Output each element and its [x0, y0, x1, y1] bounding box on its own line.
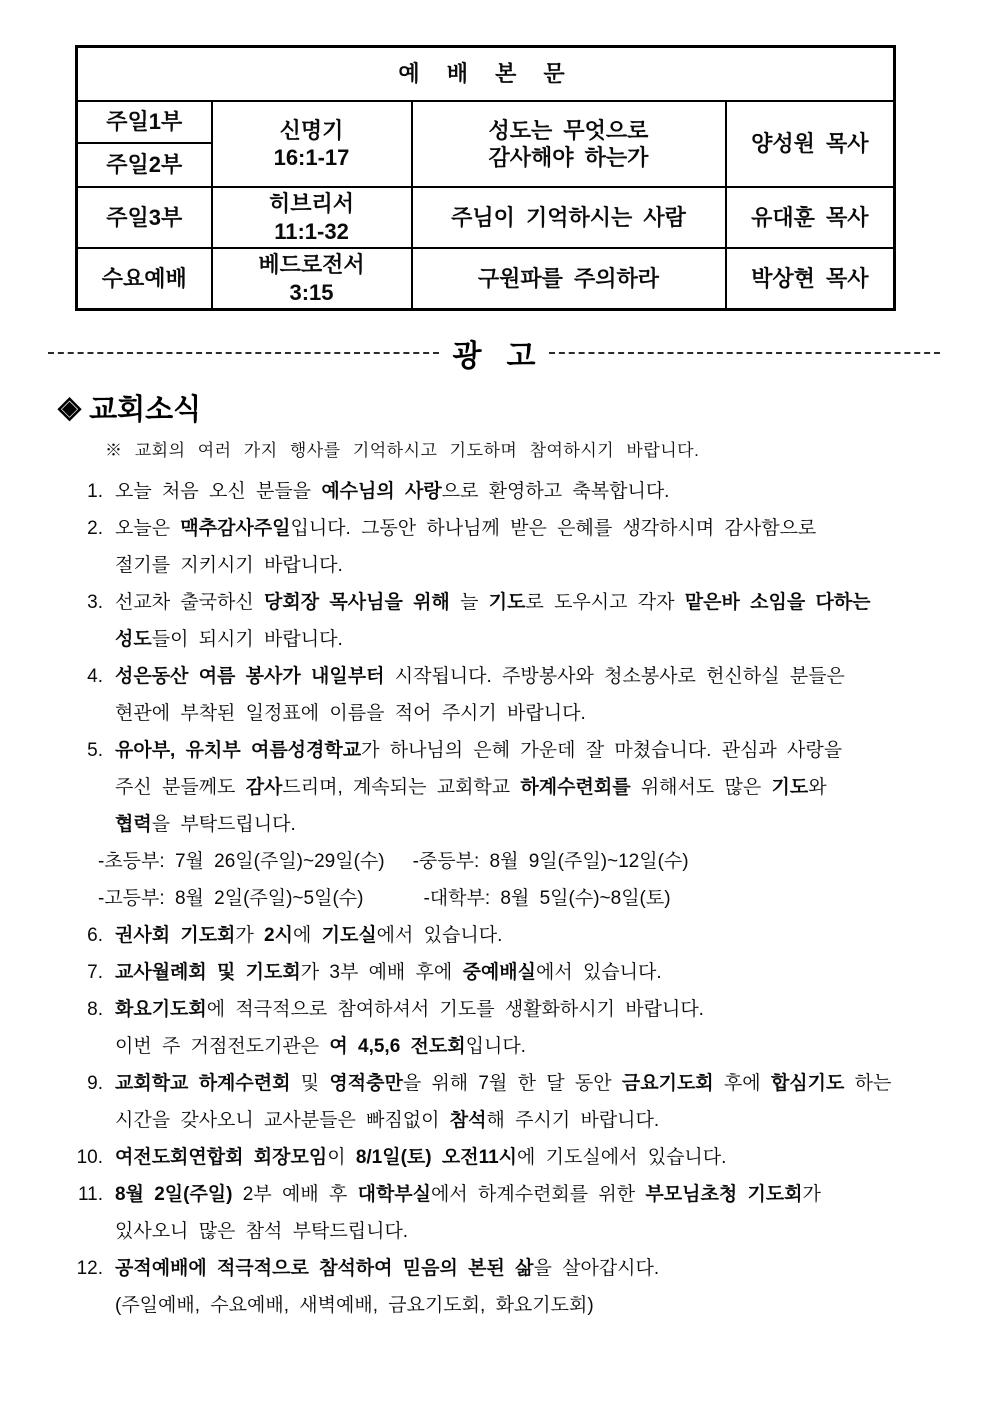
item-text [115, 917, 502, 954]
plain-text: 에서 있습니다. [535, 962, 662, 983]
item-number: 2. [87, 518, 103, 539]
item-number: 10. [76, 1147, 103, 1168]
announcement-row [55, 880, 992, 917]
announcement-row [55, 954, 992, 991]
emphasis-text: 기도 [771, 777, 809, 798]
scripture-book: 신명기 [279, 117, 344, 143]
service-cell-sunday3: 주일3부 [77, 187, 212, 248]
emphasis-text: 영적충만 [329, 1073, 403, 1094]
item-text [115, 732, 842, 769]
emphasis-text: 대학부실 [357, 1184, 432, 1205]
emphasis-text: 8/1일(토) 오전11시 [355, 1147, 518, 1168]
emphasis-text: 하계수련회를 [520, 777, 631, 798]
item-number: 8. [87, 999, 103, 1020]
emphasis-text: 중예배실 [462, 962, 536, 983]
announcement-row [55, 1250, 992, 1287]
emphasis-text: 여전도회연합회 회장모임 [115, 1147, 328, 1168]
plain-text: 해 주시기 바랍니다. [486, 1110, 660, 1131]
plain-text: 있사오니 많은 참석 부탁드립니다. [115, 1221, 409, 1242]
item-text [115, 1065, 891, 1102]
announcement-row [55, 695, 992, 732]
plain-text: 가 [802, 1184, 821, 1205]
emphasis-text: 당회장 목사님을 위해 [264, 592, 450, 613]
scripture-ref: 11:1-32 [274, 218, 349, 244]
plain-text: 을 부탁드립니다. [151, 814, 296, 835]
sermon-cell-row3: 구원파를 주의하라 [412, 248, 726, 310]
announcement-row [55, 510, 992, 547]
plain-text: 및 [290, 1073, 330, 1094]
announcement-row [55, 547, 992, 584]
emphasis-text: 8월 2일(주일) [115, 1184, 233, 1205]
announcement-row [55, 1176, 992, 1213]
announcement-row [55, 1102, 992, 1139]
plain-text: 주신 분들께도 [115, 777, 246, 798]
emphasis-text: 성은동산 여름 봉사가 내일부터 [115, 666, 385, 687]
item-text [115, 991, 704, 1028]
announcement-row [55, 1139, 992, 1176]
announcement-row [55, 1213, 992, 1250]
worship-table-title: 예 배 본 문 [77, 47, 895, 102]
item-number: 5. [87, 740, 103, 761]
plain-text: 들이 되시기 바랍니다. [151, 629, 343, 650]
diamond-icon: ◈ [58, 390, 82, 424]
emphasis-text: 권사회 기도회 [115, 925, 236, 946]
announcement-row [55, 658, 992, 695]
emphasis-text: 성도 [115, 629, 152, 650]
church-news-heading [58, 387, 992, 428]
item-text [115, 547, 343, 584]
item-text [115, 1102, 659, 1139]
item-number: 9. [87, 1073, 103, 1094]
emphasis-text: 화요기도회 [115, 999, 207, 1020]
plain-text: 으로 환영하고 축복합니다. [441, 481, 670, 502]
item-number: 11. [77, 1184, 103, 1205]
emphasis-text: 기도실 [321, 925, 377, 946]
scripture-book: 히브리서 [268, 191, 354, 216]
plain-text: 을 살아갑시다. [533, 1258, 660, 1279]
item-text [115, 954, 662, 991]
plain-text: 현관에 부착된 일정표에 이름을 적어 주시기 바랍니다. [115, 703, 586, 724]
plain-text: 와 [808, 777, 827, 798]
plain-text: 가 하나님의 은혜 가운데 잘 마쳤습니다. 관심과 사랑을 [361, 740, 843, 761]
service-cell-wednesday: 수요예배 [77, 248, 212, 310]
item-number: 4. [87, 666, 103, 687]
announcement-row [55, 806, 992, 843]
item-text [115, 1287, 594, 1324]
plain-text: 을 위해 7월 한 달 동안 [402, 1073, 622, 1094]
announcement-row [55, 621, 992, 658]
item-text [115, 1139, 726, 1176]
scripture-book: 베드로전서 [258, 252, 365, 277]
emphasis-text: 여 4,5,6 전도회 [329, 1036, 466, 1057]
plain-text: 에서 있습니다. [376, 925, 503, 946]
item-text [98, 880, 671, 917]
sermon-title-line2: 감사해야 하는가 [488, 145, 649, 170]
plain-text: 절기를 지키시기 바랍니다. [115, 555, 343, 576]
plain-text: 로 도우시고 각자 [525, 592, 685, 613]
plain-text: -고등부: 8월 2일(주일)~5일(수) [98, 888, 364, 909]
dashed-divider-right [549, 352, 940, 354]
emphasis-text: 참석 [449, 1110, 487, 1131]
plain-text: 입니다. [465, 1036, 526, 1057]
announcement-row [55, 769, 992, 806]
item-text [115, 806, 296, 843]
scripture-cell-row3 [212, 248, 412, 310]
announcements-banner [48, 331, 940, 375]
item-text [115, 1028, 526, 1065]
item-number: 3. [87, 592, 103, 613]
emphasis-text: 부모님초청 기도회 [645, 1184, 803, 1205]
item-text [98, 843, 689, 880]
scripture-cell-row1 [212, 101, 412, 187]
plain-text: 에서 하계수련회를 위한 [431, 1184, 646, 1205]
plain-text: -초등부: 7월 26일(주일)~29일(수) [98, 851, 385, 872]
church-news-label: 교회소식 [89, 394, 202, 426]
preacher-cell-row1: 양성원 목사 [726, 101, 895, 187]
scripture-ref: 3:15 [289, 279, 334, 305]
plain-text: 입니다. 그동안 하나님께 받은 은혜를 생각하시며 감사함으로 [290, 518, 817, 539]
plain-text: 2부 예배 후 [232, 1184, 358, 1205]
item-text [115, 621, 343, 658]
item-text [115, 1213, 408, 1250]
item-number: 6. [87, 925, 103, 946]
plain-text: (주일예배, 수요예배, 새벽예배, 금요기도회, 화요기도회) [115, 1295, 594, 1316]
announcements-banner-title: 광 고 [452, 340, 536, 373]
plain-text: 드리며, 계속되는 교회학교 [282, 777, 521, 798]
plain-text: 가 [235, 925, 265, 946]
item-number: 7. [87, 962, 103, 983]
sermon-title-line1: 성도는 무엇으로 [488, 117, 649, 143]
announcement-list [55, 473, 992, 1324]
announcement-row [55, 732, 992, 769]
emphasis-text: 협력 [115, 814, 152, 835]
announcement-row [55, 843, 992, 880]
announcement-row [55, 473, 992, 510]
dashed-divider-left [48, 352, 439, 354]
emphasis-text: 유아부, 유치부 여름성경학교 [115, 740, 362, 761]
plain-text: 이 [327, 1147, 356, 1168]
emphasis-text: 맡은바 소임을 다하는 [684, 592, 871, 613]
sermon-cell-row2: 주님이 기억하시는 사람 [412, 187, 726, 248]
emphasis-text: 금요기도회 [621, 1073, 714, 1094]
scripture-ref: 16:1-17 [273, 145, 350, 170]
preacher-cell-row3: 박상현 목사 [726, 248, 895, 310]
plain-text: -중등부: 8월 9일(주일)~12일(수) [412, 851, 689, 872]
item-text [115, 584, 871, 621]
emphasis-text: 맥추감사주일 [180, 518, 291, 539]
emphasis-text: 감사 [245, 777, 283, 798]
item-text [115, 769, 827, 806]
emphasis-text: 공적예배에 적극적으로 참석하여 믿음의 본된 삶 [115, 1258, 534, 1279]
emphasis-text: 합심기도 [770, 1073, 845, 1094]
plain-text: 에 [292, 925, 322, 946]
plain-text: 선교차 출국하신 [115, 592, 265, 613]
emphasis-text: 기도 [488, 592, 526, 613]
item-text [115, 473, 669, 510]
plain-text: 에 적극적으로 참여하셔서 기도를 생활화하시기 바랍니다. [206, 999, 704, 1020]
plain-text: 시작됩니다. 주방봉사와 청소봉사로 헌신하실 분들은 [384, 666, 845, 687]
announcement-row [55, 584, 992, 621]
plain-text: 가 3부 예배 후에 [300, 962, 463, 983]
plain-text: 후에 [713, 1073, 771, 1094]
preacher-cell-row2: 유대훈 목사 [726, 187, 895, 248]
announcement-row [55, 991, 992, 1028]
item-text [115, 658, 845, 695]
emphasis-text: 예수님의 사랑 [321, 481, 442, 502]
announcement-row [55, 1287, 992, 1324]
item-text [115, 1250, 659, 1287]
item-number: 12. [76, 1258, 103, 1279]
item-text [115, 1176, 821, 1213]
emphasis-text: 교회학교 하계수련회 [115, 1073, 291, 1094]
plain-text: 오늘은 [115, 518, 181, 539]
service-cell-sunday2: 주일2부 [77, 143, 212, 187]
service-cell-sunday1: 주일1부 [77, 101, 212, 143]
announcement-row [55, 1065, 992, 1102]
item-text [115, 510, 816, 547]
item-text [115, 695, 586, 732]
plain-text: 하는 [844, 1073, 892, 1094]
announcement-row [55, 1028, 992, 1065]
plain-text: 위해서도 많은 [630, 777, 772, 798]
scripture-cell-row2 [212, 187, 412, 248]
worship-scripture-table [75, 45, 896, 311]
emphasis-text: 교사월례회 및 기도회 [115, 962, 301, 983]
sermon-cell-row1 [412, 101, 726, 187]
emphasis-text: 2시 [264, 925, 293, 946]
plain-text: -대학부: 8월 5일(수)~8일(토) [423, 888, 671, 909]
plain-text: 늘 [449, 592, 489, 613]
item-number: 1. [87, 481, 103, 502]
plain-text: 시간을 갖사오니 교사분들은 빠짐없이 [115, 1110, 450, 1131]
plain-text: 오늘 처음 오신 분들을 [115, 481, 322, 502]
plain-text: 에 기도실에서 있습니다. [517, 1147, 727, 1168]
church-news-note: ※ 교회의 여러 가지 행사를 기억하시고 기도하며 참여하시기 바랍니다. [105, 441, 700, 460]
plain-text: 이번 주 거점전도기관은 [115, 1036, 330, 1057]
announcement-row [55, 917, 992, 954]
